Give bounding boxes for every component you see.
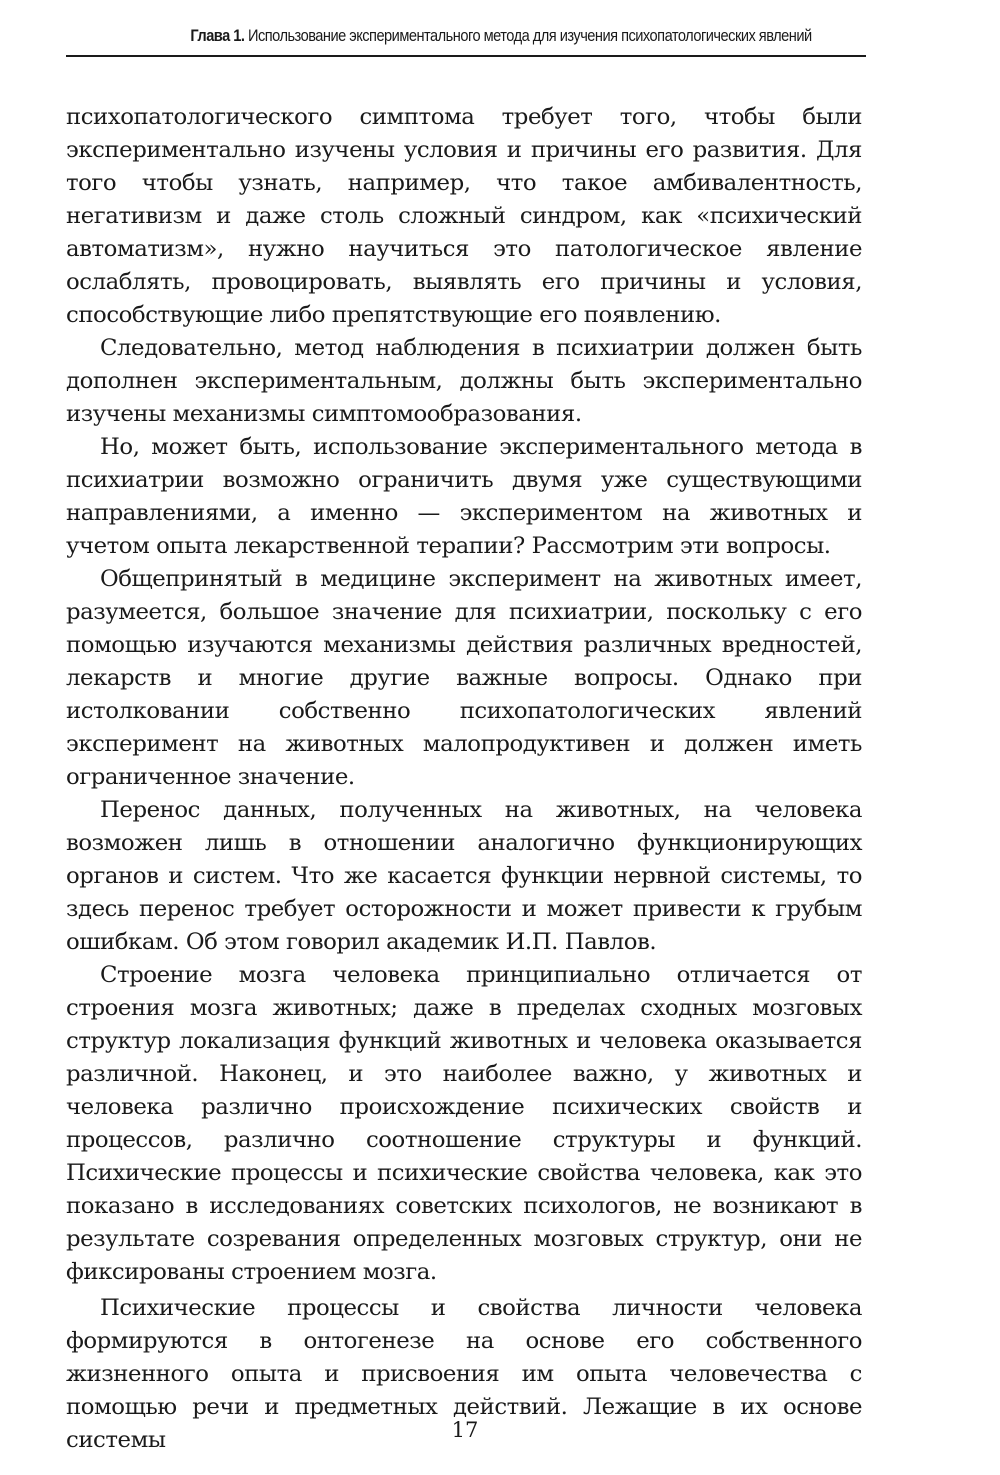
running-header [127,26,875,46]
chapter-title: Использование экспериментального метода для изучения психопатологических явлений [247,26,812,45]
paragraph-1: психопатологического симптома требует того, чтобы были экспериментально изучены условия и причины его развития. Для того чтобы узнать, например, что такое амбивалентность, негативизм и даже столь сложный синдром, как «психический автоматизм», нужно научиться это патологическое явление ослаблять, провоцировать, выявлять его причины и условия, способствующие либо препятствующие его появлению. [66,104,862,328]
chapter-label: Глава 1. [190,26,245,45]
paragraph-7: Психические процессы и свойства личности человека формируются в онтогенезе на основе его собственного жизненного опыта и присвоения им опыта человечества с помощью речи и предметных действий. Лежащие в их основе системы [66,1295,862,1453]
body-text [66,101,862,1457]
paragraph-3: Но, может быть, использование экспериментального метода в психиатрии возможно ограничить двумя уже существующими направлениями, а именно — экспериментом на животных и учетом опыта лекарственной терапии? Рассмотрим эти вопросы. [66,434,862,559]
paragraph-4: Общепринятый в медицине эксперимент на животных имеет, разумеется, большое значение для психиатрии, поскольку с его помощью изучаются механизмы действия различных вредностей, лекарств и многие другие важные вопросы. Однако при истолковании собственно психопатологических явлений эксперимент на животных малопродуктивен и должен иметь ограниченное значение. [66,566,862,790]
paragraph-2: Следовательно, метод наблюдения в психиатрии должен быть дополнен экспериментальным, должны быть экспериментально изучены механизмы симптомообразования. [66,335,862,427]
paragraph-6: Строение мозга человека принципиально отличается от строения мозга животных; даже в пределах сходных мозговых структур локализация функций животных и человека оказывается различной. Наконец, и это наиболее важно, у животных и человека различно происхождение психических свойств и процессов, различно соотношение структуры и функций. Психические процессы и психические свойства человека, как это показано в исследованиях советских психологов, не возникают в результате созревания определенных мозговых структур, они не фиксированы строением мозга. [66,962,862,1285]
header-rule [66,55,866,57]
paragraph-5: Перенос данных, полученных на животных, на человека возможен лишь в отношении аналогично функционирующих органов и систем. Что же касается функции нервной системы, то здесь перенос требует осторожности и может привести к грубым ошибкам. Об этом говорил академик И.П. Павлов. [66,797,862,955]
page-number: 17 [451,1418,479,1442]
